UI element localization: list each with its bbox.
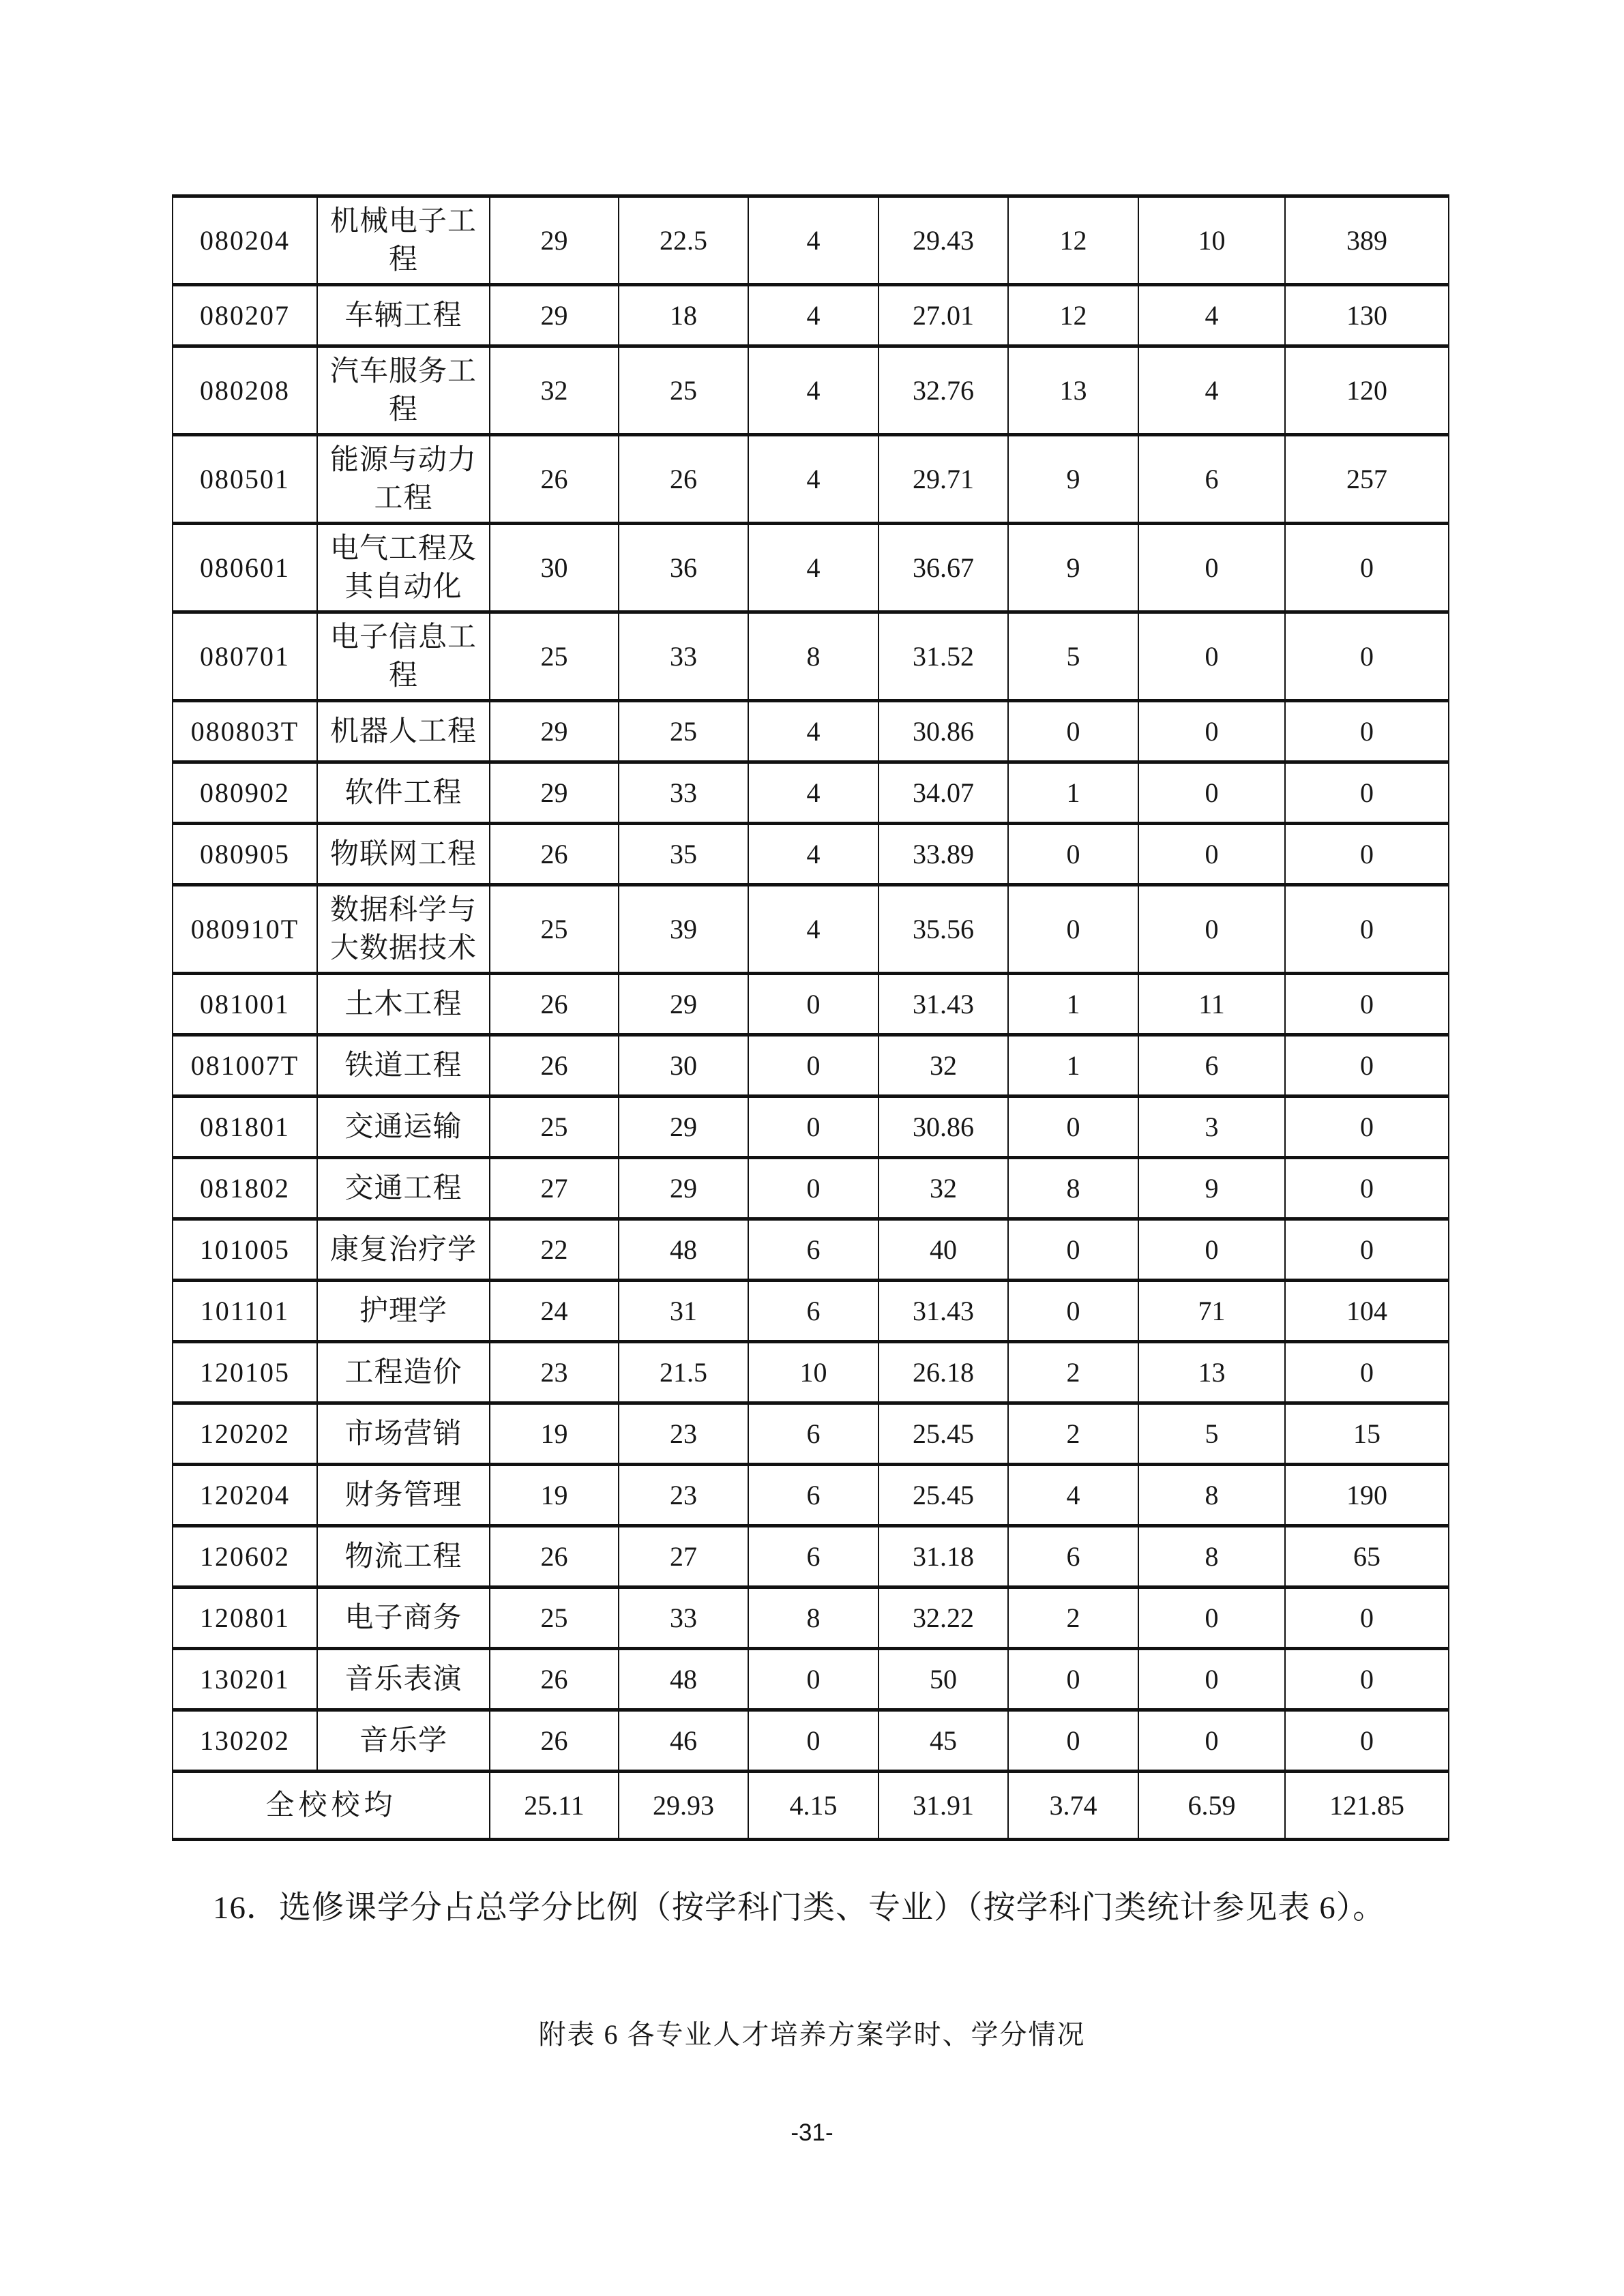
value-cell: 2: [1008, 1342, 1138, 1403]
value-cell: 50: [879, 1649, 1008, 1710]
value-cell: 36.67: [879, 524, 1008, 612]
value-cell: 0: [748, 1097, 879, 1158]
value-cell: 6: [748, 1465, 879, 1526]
value-cell: 0: [1285, 701, 1449, 762]
value-cell: 26: [490, 1710, 619, 1772]
summary-label-cell: 全校校均: [173, 1772, 490, 1840]
value-cell: 26: [490, 974, 619, 1035]
value-cell: 0: [1138, 612, 1285, 701]
value-cell: 45: [879, 1710, 1008, 1772]
value-cell: 4.15: [748, 1772, 879, 1840]
table-row: [173, 885, 1449, 974]
value-cell: 6: [748, 1281, 879, 1342]
value-cell: 8: [748, 1587, 879, 1649]
table-row: [173, 1342, 1449, 1403]
value-cell: 65: [1285, 1526, 1449, 1587]
value-cell: 26: [619, 435, 748, 524]
value-cell: 257: [1285, 435, 1449, 524]
value-cell: 0: [1285, 524, 1449, 612]
value-cell: 389: [1285, 196, 1449, 285]
value-cell: 0: [1285, 1342, 1449, 1403]
value-cell: 5: [1138, 1403, 1285, 1465]
major-cell: 护理学: [317, 1281, 490, 1342]
value-cell: 27: [490, 1158, 619, 1219]
value-cell: 4: [748, 885, 879, 974]
paragraph-item-16: 16．选修课学分占总学分比例（按学科门类、专业）（按学科门类统计参见表 6）。: [213, 1890, 1386, 1926]
value-cell: 26: [490, 1649, 619, 1710]
code-cell: 080601: [173, 524, 317, 612]
code-cell: 130202: [173, 1710, 317, 1772]
table-row: [173, 435, 1449, 524]
code-cell: 120801: [173, 1587, 317, 1649]
value-cell: 6: [748, 1526, 879, 1587]
value-cell: 0: [1285, 974, 1449, 1035]
major-cell: 电气工程及其自动化: [317, 524, 490, 612]
value-cell: 1: [1008, 1035, 1138, 1097]
table-row: [173, 1587, 1449, 1649]
major-cell: 工程造价: [317, 1342, 490, 1403]
value-cell: 71: [1138, 1281, 1285, 1342]
major-cell: 数据科学与大数据技术: [317, 885, 490, 974]
value-cell: 24: [490, 1281, 619, 1342]
value-cell: 4: [748, 524, 879, 612]
table-row: [173, 701, 1449, 762]
code-cell: 081001: [173, 974, 317, 1035]
value-cell: 29: [490, 285, 619, 346]
table-caption: 附表 6 各专业人才培养方案学时、学分情况: [538, 2019, 1086, 2050]
value-cell: 0: [1285, 762, 1449, 824]
code-cell: 081801: [173, 1097, 317, 1158]
value-cell: 31.18: [879, 1526, 1008, 1587]
value-cell: 30.86: [879, 1097, 1008, 1158]
value-cell: 27.01: [879, 285, 1008, 346]
value-cell: 0: [1138, 1649, 1285, 1710]
table-row: [173, 974, 1449, 1035]
value-cell: 29: [619, 1097, 748, 1158]
value-cell: 0: [1008, 1649, 1138, 1710]
value-cell: 11: [1138, 974, 1285, 1035]
value-cell: 31.91: [879, 1772, 1008, 1840]
value-cell: 29.43: [879, 196, 1008, 285]
value-cell: 0: [1008, 1281, 1138, 1342]
table-row: [173, 285, 1449, 346]
value-cell: 32: [879, 1035, 1008, 1097]
value-cell: 0: [748, 1035, 879, 1097]
table-row: [173, 1649, 1449, 1710]
code-cell: 080207: [173, 285, 317, 346]
value-cell: 35.56: [879, 885, 1008, 974]
value-cell: 12: [1008, 196, 1138, 285]
table-row: [173, 524, 1449, 612]
value-cell: 5: [1008, 612, 1138, 701]
value-cell: 32.22: [879, 1587, 1008, 1649]
value-cell: 26: [490, 435, 619, 524]
code-cell: 081802: [173, 1158, 317, 1219]
value-cell: 0: [1008, 1097, 1138, 1158]
value-cell: 0: [1138, 701, 1285, 762]
value-cell: 33.89: [879, 824, 1008, 885]
value-cell: 29: [619, 974, 748, 1035]
value-cell: 0: [748, 1158, 879, 1219]
value-cell: 4: [1138, 346, 1285, 435]
value-cell: 29.93: [619, 1772, 748, 1840]
value-cell: 25: [490, 612, 619, 701]
value-cell: 48: [619, 1219, 748, 1281]
code-cell: 130201: [173, 1649, 317, 1710]
value-cell: 6: [1008, 1526, 1138, 1587]
value-cell: 1: [1008, 974, 1138, 1035]
value-cell: 0: [1285, 885, 1449, 974]
code-cell: 120105: [173, 1342, 317, 1403]
value-cell: 0: [1008, 1710, 1138, 1772]
value-cell: 0: [1285, 1710, 1449, 1772]
value-cell: 4: [1008, 1465, 1138, 1526]
value-cell: 25.45: [879, 1465, 1008, 1526]
value-cell: 29: [490, 196, 619, 285]
page-number: -31-: [791, 2119, 833, 2146]
code-cell: 080204: [173, 196, 317, 285]
code-cell: 101101: [173, 1281, 317, 1342]
summary-row: [173, 1772, 1449, 1840]
value-cell: 29: [490, 701, 619, 762]
value-cell: 29: [490, 762, 619, 824]
value-cell: 0: [1008, 824, 1138, 885]
value-cell: 30: [619, 1035, 748, 1097]
value-cell: 25: [490, 885, 619, 974]
value-cell: 4: [748, 762, 879, 824]
value-cell: 6: [748, 1403, 879, 1465]
value-cell: 0: [1285, 1587, 1449, 1649]
value-cell: 33: [619, 762, 748, 824]
value-cell: 26: [490, 1526, 619, 1587]
value-cell: 0: [1138, 524, 1285, 612]
value-cell: 13: [1138, 1342, 1285, 1403]
value-cell: 10: [1138, 196, 1285, 285]
code-cell: 080208: [173, 346, 317, 435]
value-cell: 0: [748, 1710, 879, 1772]
value-cell: 0: [748, 1649, 879, 1710]
major-cell: 汽车服务工程: [317, 346, 490, 435]
value-cell: 0: [1138, 762, 1285, 824]
table-row: [173, 1158, 1449, 1219]
value-cell: 19: [490, 1403, 619, 1465]
majors-table: [172, 194, 1449, 1841]
major-cell: 物流工程: [317, 1526, 490, 1587]
value-cell: 29: [619, 1158, 748, 1219]
value-cell: 26.18: [879, 1342, 1008, 1403]
value-cell: 4: [748, 285, 879, 346]
value-cell: 0: [1008, 1219, 1138, 1281]
value-cell: 27: [619, 1526, 748, 1587]
major-cell: 电子信息工程: [317, 612, 490, 701]
table-row: [173, 1403, 1449, 1465]
table-row: [173, 1281, 1449, 1342]
code-cell: 080905: [173, 824, 317, 885]
code-cell: 081007T: [173, 1035, 317, 1097]
major-cell: 能源与动力工程: [317, 435, 490, 524]
value-cell: 25: [619, 701, 748, 762]
value-cell: 0: [1285, 1158, 1449, 1219]
table-row: [173, 346, 1449, 435]
value-cell: 0: [1138, 1219, 1285, 1281]
value-cell: 9: [1138, 1158, 1285, 1219]
value-cell: 13: [1008, 346, 1138, 435]
value-cell: 22.5: [619, 196, 748, 285]
code-cell: 080803T: [173, 701, 317, 762]
major-cell: 机器人工程: [317, 701, 490, 762]
value-cell: 40: [879, 1219, 1008, 1281]
value-cell: 0: [1008, 885, 1138, 974]
value-cell: 39: [619, 885, 748, 974]
value-cell: 15: [1285, 1403, 1449, 1465]
majors-table-body: [173, 196, 1449, 1840]
value-cell: 3: [1138, 1097, 1285, 1158]
code-cell: 120204: [173, 1465, 317, 1526]
value-cell: 32: [879, 1158, 1008, 1219]
value-cell: 23: [490, 1342, 619, 1403]
major-cell: 车辆工程: [317, 285, 490, 346]
table-row: [173, 196, 1449, 285]
code-cell: 120602: [173, 1526, 317, 1587]
value-cell: 33: [619, 1587, 748, 1649]
value-cell: 31: [619, 1281, 748, 1342]
value-cell: 0: [1285, 1649, 1449, 1710]
value-cell: 3.74: [1008, 1772, 1138, 1840]
value-cell: 6: [1138, 1035, 1285, 1097]
value-cell: 21.5: [619, 1342, 748, 1403]
value-cell: 32: [490, 346, 619, 435]
value-cell: 4: [748, 824, 879, 885]
value-cell: 0: [748, 974, 879, 1035]
value-cell: 35: [619, 824, 748, 885]
value-cell: 8: [1008, 1158, 1138, 1219]
value-cell: 6: [748, 1219, 879, 1281]
code-cell: 080910T: [173, 885, 317, 974]
table-row: [173, 612, 1449, 701]
value-cell: 104: [1285, 1281, 1449, 1342]
major-cell: 交通运输: [317, 1097, 490, 1158]
value-cell: 0: [1285, 612, 1449, 701]
major-cell: 音乐学: [317, 1710, 490, 1772]
value-cell: 4: [748, 701, 879, 762]
value-cell: 4: [748, 346, 879, 435]
major-cell: 物联网工程: [317, 824, 490, 885]
major-cell: 市场营销: [317, 1403, 490, 1465]
value-cell: 0: [1285, 1219, 1449, 1281]
value-cell: 2: [1008, 1587, 1138, 1649]
value-cell: 0: [1008, 701, 1138, 762]
value-cell: 8: [1138, 1526, 1285, 1587]
major-cell: 康复治疗学: [317, 1219, 490, 1281]
value-cell: 22: [490, 1219, 619, 1281]
value-cell: 18: [619, 285, 748, 346]
table-row: [173, 1219, 1449, 1281]
value-cell: 121.85: [1285, 1772, 1449, 1840]
code-cell: 120202: [173, 1403, 317, 1465]
major-cell: 铁道工程: [317, 1035, 490, 1097]
value-cell: 26: [490, 824, 619, 885]
value-cell: 6: [1138, 435, 1285, 524]
value-cell: 29.71: [879, 435, 1008, 524]
table-row: [173, 762, 1449, 824]
value-cell: 25: [490, 1097, 619, 1158]
value-cell: 8: [1138, 1465, 1285, 1526]
value-cell: 130: [1285, 285, 1449, 346]
value-cell: 0: [1138, 1710, 1285, 1772]
table-row: [173, 1465, 1449, 1526]
value-cell: 25.11: [490, 1772, 619, 1840]
value-cell: 4: [748, 196, 879, 285]
value-cell: 0: [1285, 1035, 1449, 1097]
value-cell: 4: [748, 435, 879, 524]
code-cell: 080501: [173, 435, 317, 524]
table-row: [173, 824, 1449, 885]
value-cell: 190: [1285, 1465, 1449, 1526]
value-cell: 30: [490, 524, 619, 612]
table-row: [173, 1035, 1449, 1097]
major-cell: 音乐表演: [317, 1649, 490, 1710]
value-cell: 0: [1285, 1097, 1449, 1158]
major-cell: 财务管理: [317, 1465, 490, 1526]
major-cell: 软件工程: [317, 762, 490, 824]
value-cell: 25: [490, 1587, 619, 1649]
value-cell: 31.43: [879, 1281, 1008, 1342]
value-cell: 34.07: [879, 762, 1008, 824]
value-cell: 25.45: [879, 1403, 1008, 1465]
value-cell: 0: [1138, 885, 1285, 974]
value-cell: 6.59: [1138, 1772, 1285, 1840]
value-cell: 32.76: [879, 346, 1008, 435]
table-row: [173, 1710, 1449, 1772]
major-cell: 电子商务: [317, 1587, 490, 1649]
value-cell: 0: [1138, 1587, 1285, 1649]
value-cell: 26: [490, 1035, 619, 1097]
value-cell: 1: [1008, 762, 1138, 824]
value-cell: 31.43: [879, 974, 1008, 1035]
value-cell: 31.52: [879, 612, 1008, 701]
value-cell: 36: [619, 524, 748, 612]
code-cell: 080701: [173, 612, 317, 701]
value-cell: 0: [1138, 824, 1285, 885]
value-cell: 33: [619, 612, 748, 701]
value-cell: 48: [619, 1649, 748, 1710]
value-cell: 9: [1008, 524, 1138, 612]
code-cell: 101005: [173, 1219, 317, 1281]
major-cell: 交通工程: [317, 1158, 490, 1219]
value-cell: 10: [748, 1342, 879, 1403]
value-cell: 23: [619, 1403, 748, 1465]
value-cell: 4: [1138, 285, 1285, 346]
table-row: [173, 1526, 1449, 1587]
value-cell: 19: [490, 1465, 619, 1526]
value-cell: 8: [748, 612, 879, 701]
value-cell: 46: [619, 1710, 748, 1772]
code-cell: 080902: [173, 762, 317, 824]
value-cell: 30.86: [879, 701, 1008, 762]
table-row: [173, 1097, 1449, 1158]
value-cell: 0: [1285, 824, 1449, 885]
major-cell: 土木工程: [317, 974, 490, 1035]
value-cell: 2: [1008, 1403, 1138, 1465]
major-cell: 机械电子工程: [317, 196, 490, 285]
value-cell: 25: [619, 346, 748, 435]
value-cell: 9: [1008, 435, 1138, 524]
value-cell: 12: [1008, 285, 1138, 346]
value-cell: 23: [619, 1465, 748, 1526]
value-cell: 120: [1285, 346, 1449, 435]
